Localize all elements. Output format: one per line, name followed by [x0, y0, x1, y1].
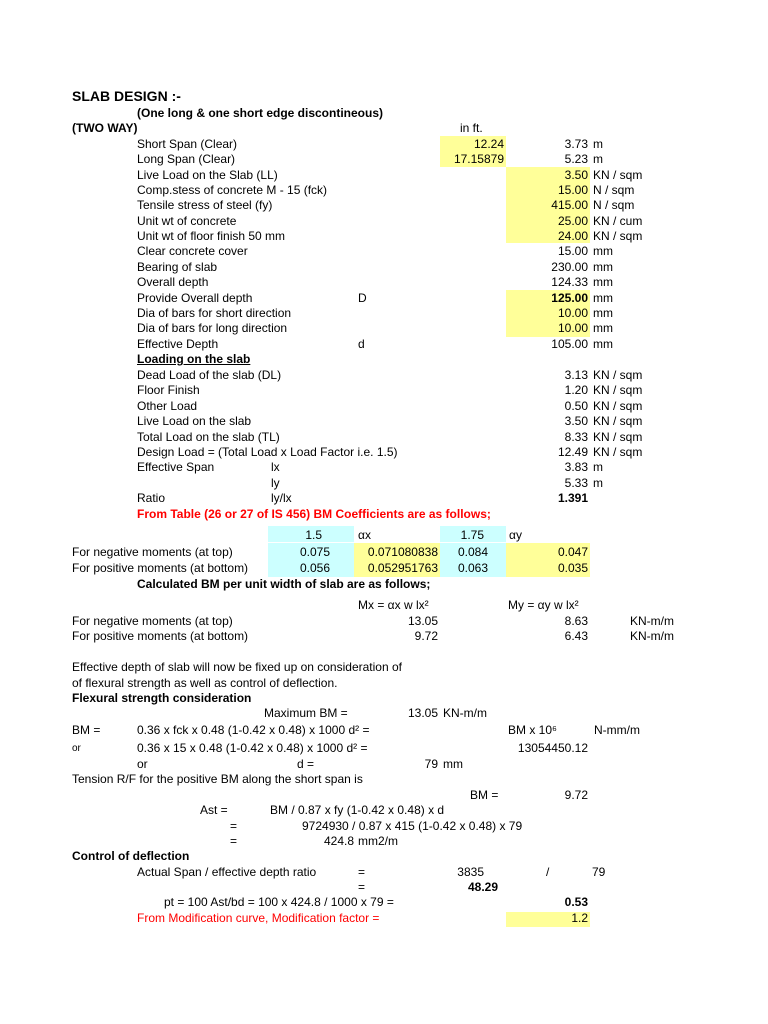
mod-label: From Modification curve, Modification factor = [137, 911, 380, 925]
input-label: Tensile stress of steel (fy) [137, 198, 273, 213]
input-value: 124.33 [551, 275, 588, 290]
load-label: Total Load on the slab (TL) [137, 429, 280, 444]
mod-value: 1.2 [571, 911, 588, 925]
load-unit: KN / sqm [593, 445, 643, 459]
input-value: 125.00 [551, 290, 588, 305]
input-value: 24.00 [557, 229, 588, 244]
input-label: Unit wt of floor finish 50 mm [137, 229, 286, 244]
input-unit: mm [593, 244, 613, 259]
d-value: 79 [424, 757, 438, 771]
load-unit: KN / sqm [593, 398, 643, 413]
coef-header-alpha-y: αy [509, 528, 522, 542]
flex-heading: Flexural strength consideration [72, 691, 252, 705]
coef-header-175: 1.75 [460, 528, 484, 542]
pt-value: 0.53 [564, 895, 588, 909]
tension-note: Tension R/F for the positive BM along the short span is [72, 772, 363, 786]
load-value: 3.83 [564, 460, 588, 475]
ratio-value: 48.29 [467, 880, 498, 894]
load-label: Effective Span [137, 460, 215, 475]
ast-unit: mm2/m [358, 834, 398, 848]
load-label: Design Load = (Total Load x Load Factor i.e. 1.5) [137, 445, 398, 459]
bm-row-pos-label: For positive moments (at bottom) [72, 629, 249, 643]
eff-note-2: of flexural strength as well as control of deflection. [72, 676, 338, 690]
input-unit: m [593, 137, 603, 151]
coef-row-pos-c2: 0.052951763 [367, 561, 438, 575]
input-unit: mm [593, 336, 613, 351]
bm-x10-label: BM x 10⁶ [508, 723, 557, 737]
span-ratio-eq: = [358, 865, 366, 879]
or2-label: or [137, 757, 148, 771]
ast-sub: 9724930 / 0.87 x 415 (1-0.42 x 0.48) x 79 [302, 819, 523, 833]
bm-row-pos-my: 6.43 [564, 629, 588, 643]
input-symbol: D [358, 290, 367, 305]
coef-row-neg-c4: 0.047 [557, 545, 588, 559]
coef-row-pos-c4: 0.035 [557, 561, 588, 575]
input-value: 15.00 [557, 244, 588, 259]
ast-eq-1: = [230, 819, 238, 833]
load-value: 0.50 [564, 398, 588, 413]
max-bm-value: 13.05 [407, 706, 438, 720]
input-unit: mm [593, 290, 613, 305]
input-unit: mm [593, 275, 613, 290]
input-value: 10.00 [557, 305, 588, 320]
input-symbol: d [358, 336, 365, 351]
load-value: 1.391 [557, 491, 588, 506]
load-value: 5.33 [564, 475, 588, 490]
ast-value: 424.8 [323, 834, 354, 848]
input-label: Overall depth [137, 275, 209, 290]
max-bm-label: Maximum BM = [264, 706, 348, 720]
ast-eq-2: = [230, 834, 238, 848]
bm-row-neg-mx: 13.05 [407, 614, 438, 628]
input-value: 3.50 [564, 167, 588, 182]
input-label: Dia of bars for long direction [137, 321, 288, 336]
bm-pos-label: BM = [470, 788, 499, 802]
input-unit: KN / sqm [593, 167, 643, 182]
input-ft-value: 17.15879 [453, 152, 504, 167]
my-formula: My = αy w lx² [508, 598, 579, 612]
bm-x10-value: 13054450.12 [517, 741, 588, 755]
input-label: Long Span (Clear) [137, 152, 236, 167]
load-unit: KN / sqm [593, 368, 643, 382]
defl-heading: Control of deflection [72, 849, 190, 863]
coef-header-15: 1.5 [305, 528, 322, 542]
input-unit: mm [593, 321, 613, 336]
max-bm-unit: KN-m/m [443, 706, 487, 720]
bm-eq-label: BM = [72, 723, 101, 737]
bm-row-neg-label: For negative moments (at top) [72, 614, 233, 628]
input-label: Effective Depth [137, 336, 219, 351]
input-label: Unit wt of concrete [137, 213, 237, 228]
load-label: Floor Finish [137, 383, 200, 398]
input-label: Clear concrete cover [137, 244, 248, 259]
coef-row-neg-c2: 0.071080838 [367, 545, 438, 559]
span-ratio-label: Actual Span / effective depth ratio [137, 865, 317, 879]
span-value: 3835 [457, 865, 484, 879]
input-unit: N / sqm [593, 183, 635, 198]
load-value: 12.49 [557, 445, 588, 459]
load-label: Live Load on the slab [137, 414, 252, 429]
in-ft-header: in ft. [460, 121, 483, 135]
two-way-label: (TWO WAY) [72, 121, 138, 135]
load-unit: KN / sqm [593, 429, 643, 444]
or-label: or [72, 743, 81, 754]
bm-heading: Calculated BM per unit width of slab are as follows; [137, 577, 431, 591]
load-value: 1.20 [564, 383, 588, 398]
bm-row-pos-unit: KN-m/m [630, 629, 674, 643]
load-symbol: lx [271, 460, 280, 475]
load-label: Dead Load of the slab (DL) [137, 368, 282, 382]
load-value: 8.33 [564, 429, 588, 444]
input-label: Provide Overall depth [137, 290, 253, 305]
bm-x10-unit: N-mm/m [594, 723, 640, 737]
d-label: d = [297, 757, 315, 771]
load-symbol: ly/lx [271, 491, 292, 506]
bm-row-neg-my: 8.63 [564, 614, 588, 628]
input-value: 230.00 [551, 259, 588, 274]
ast-formula: BM / 0.87 x fy (1-0.42 x 0.48) x d [270, 803, 445, 817]
input-value: 415.00 [551, 198, 588, 213]
load-unit: m [593, 475, 603, 490]
input-label: Dia of bars for short direction [137, 305, 292, 320]
input-value: 3.73 [564, 137, 588, 151]
ratio-eq: = [358, 880, 366, 894]
subtitle: (One long & one short edge discontineous) [137, 106, 384, 120]
table-note: From Table (26 or 27 of IS 456) BM Coefficients are as follows; [137, 507, 491, 521]
load-unit: KN / sqm [593, 383, 643, 398]
load-unit: m [593, 460, 603, 475]
coef-row-neg-c1: 0.075 [299, 545, 330, 559]
page-title: SLAB DESIGN :- [72, 88, 181, 104]
coef-row-neg-label: For negative moments (at top) [72, 545, 233, 559]
coef-row-neg-c3: 0.084 [457, 545, 488, 559]
input-ft-value: 12.24 [473, 137, 504, 151]
bm-row-pos-mx: 9.72 [414, 629, 438, 643]
input-label: Comp.stess of concrete M - 15 (fck) [137, 183, 328, 198]
input-unit: mm [593, 259, 613, 274]
bm-pos-value: 9.72 [564, 788, 588, 802]
coef-row-pos-c1: 0.056 [299, 561, 330, 575]
bm-row-neg-unit: KN-m/m [630, 614, 674, 628]
slash: / [546, 865, 550, 879]
input-unit: KN / cum [593, 213, 643, 228]
input-unit: N / sqm [593, 198, 635, 213]
input-value: 105.00 [551, 336, 588, 351]
input-unit: m [593, 152, 603, 167]
coef-header-alpha-x: αx [358, 528, 371, 542]
input-label: Live Load on the Slab (LL) [137, 167, 278, 182]
bm-eq-2: 0.36 x 15 x 0.48 (1-0.42 x 0.48) x 1000 d² = [137, 741, 368, 755]
coef-row-pos-label: For positive moments (at bottom) [72, 561, 249, 575]
input-value: 5.23 [564, 152, 588, 167]
bm-eq-1: 0.36 x fck x 0.48 (1-0.42 x 0.48) x 1000 d² = [137, 723, 370, 737]
input-label: Bearing of slab [137, 259, 218, 274]
load-unit: KN / sqm [593, 414, 643, 429]
pt-label: pt = 100 Ast/bd = 100 x 424.8 / 1000 x 79 = [164, 895, 394, 909]
load-value: 3.50 [564, 414, 588, 429]
ast-label: Ast = [200, 803, 228, 817]
coef-row-pos-c3: 0.063 [457, 561, 488, 575]
input-value: 25.00 [557, 213, 588, 228]
input-value: 10.00 [557, 321, 588, 336]
load-symbol: ly [271, 475, 280, 490]
input-label: Short Span (Clear) [137, 137, 238, 151]
depth-value: 79 [592, 865, 606, 879]
input-unit: mm [593, 305, 613, 320]
load-label: Ratio [137, 491, 166, 506]
eff-note-1: Effective depth of slab will now be fixed up on consideration of [72, 660, 402, 674]
load-value: 3.13 [564, 368, 588, 382]
input-unit: KN / sqm [593, 229, 643, 244]
mx-formula: Mx = αx w lx² [358, 598, 429, 612]
loading-heading: Loading on the slab [137, 352, 251, 366]
load-label: Other Load [137, 398, 198, 413]
d-unit: mm [443, 757, 463, 771]
input-value: 15.00 [557, 183, 588, 198]
